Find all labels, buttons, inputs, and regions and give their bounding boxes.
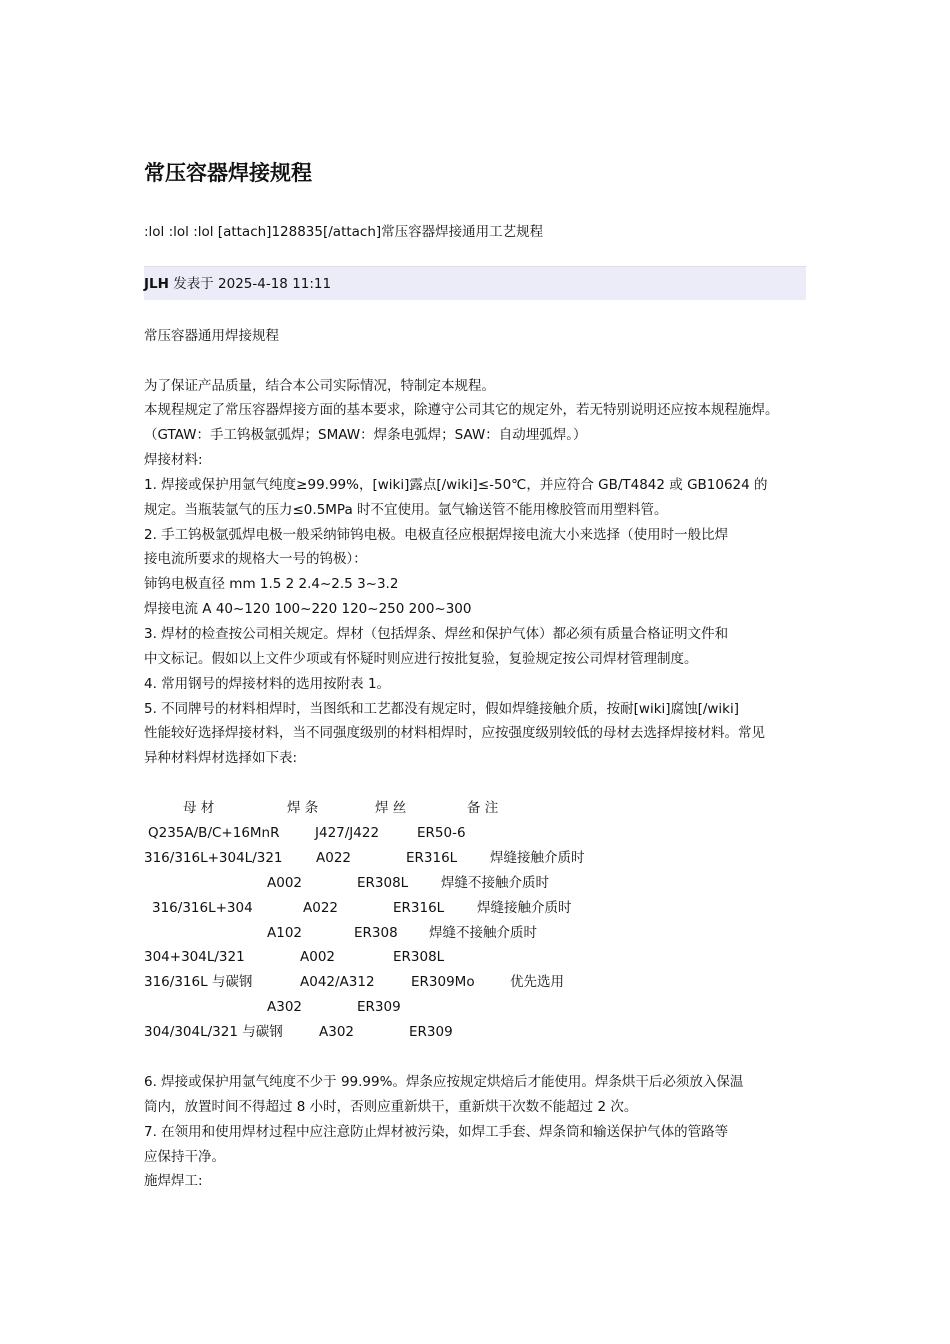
body-line: 施焊焊工: [144, 1173, 203, 1189]
cell-base-material: 316/316L 与碳钢 [144, 974, 253, 990]
body-line: 应保持干净。 [144, 1149, 225, 1165]
header-electrode: 焊 条 [287, 800, 319, 816]
cell-wire: ER308L [393, 949, 445, 965]
body-line: 焊接材料: [144, 452, 203, 468]
cell-electrode: A102 [267, 925, 303, 941]
cell-remark: 优先选用 [510, 974, 564, 990]
page-title: 常压容器焊接规程 [144, 161, 312, 185]
cell-base-material: 304+304L/321 [144, 949, 245, 965]
cell-base-material: 304/304L/321 与碳钢 [144, 1024, 283, 1040]
cell-electrode: A002 [300, 949, 336, 965]
body-line: 2. 手工钨极氩弧焊电极一般采纳铈钨电极。电极直径应根据焊接电流大小来选择（使用时一般比焊 [144, 527, 729, 543]
body-line: 7. 在领用和使用焊材过程中应注意防止焊材被污染，如焊工手套、焊条筒和输送保护气体的管路等 [144, 1124, 729, 1140]
cell-wire: ER308 [354, 925, 398, 941]
cell-electrode: A302 [267, 999, 303, 1015]
cell-wire: ER316L [393, 900, 445, 916]
cell-remark: 焊缝不接触介质时 [429, 925, 537, 941]
body-line: 4. 常用钢号的焊接材料的选用按附表 1。 [144, 676, 391, 692]
body-line: 焊接电流 A 40~120 100~220 120~250 200~300 [144, 601, 472, 617]
header-remark: 备 注 [467, 800, 499, 816]
post-datetime: 2025-4-18 11:11 [218, 276, 332, 292]
body-line: 常压容器通用焊接规程 [144, 328, 279, 344]
body-line: 异种材料焊材选择如下表: [144, 750, 298, 766]
cell-wire: ER309 [357, 999, 401, 1015]
cell-electrode: A302 [319, 1024, 355, 1040]
cell-wire: ER50-6 [417, 825, 466, 841]
body-line: 5. 不同牌号的材料相焊时，当图纸和工艺都没有规定时，假如焊缝接触介质，按耐[wiki]腐蚀[/wiki] [144, 701, 740, 717]
header-wire: 焊 丝 [375, 800, 407, 816]
body-line: 1. 焊接或保护用氩气纯度≥99.99%，[wiki]露点[/wiki]≤-50℃，并应符合 GB/T4842 或 GB10624 的 [144, 477, 768, 493]
cell-wire: ER309 [409, 1024, 453, 1040]
cell-electrode: J427/J422 [315, 825, 380, 841]
post-meta [144, 273, 331, 295]
body-line: （GTAW：手工钨极氩弧焊；SMAW：焊条电弧焊；SAW：自动埋弧焊。） [144, 427, 587, 443]
post-author[interactable]: JLH [144, 276, 169, 292]
body-line: 本规程规定了常压容器焊接方面的基本要求，除遵守公司其它的规定外，若无特别说明还应按本规程施焊。 [144, 402, 779, 418]
body-line: 为了保证产品质量，结合本公司实际情况，特制定本规程。 [144, 378, 495, 394]
body-line: 规定。当瓶装氩气的压力≤0.5MPa 时不宜使用。氩气输送管不能用橡胶管而用塑料管。 [144, 502, 668, 518]
cell-remark: 焊缝不接触介质时 [441, 875, 549, 891]
body-line: 铈钨电极直径 mm 1.5 2 2.4~2.5 3~3.2 [144, 576, 399, 592]
cell-wire: ER308L [357, 875, 409, 891]
cell-wire: ER316L [406, 850, 458, 866]
body-line: 中文标记。假如以上文件少项或有怀疑时则应进行按批复验，复验规定按公司焊材管理制度。 [144, 651, 698, 667]
cell-base-material: 316/316L+304 [152, 900, 253, 916]
cell-remark: 焊缝接触介质时 [477, 900, 572, 916]
cell-base-material: Q235A/B/C+16MnR [148, 825, 280, 841]
cell-electrode: A022 [303, 900, 339, 916]
cell-electrode: A002 [267, 875, 303, 891]
cell-remark: 焊缝接触介质时 [490, 850, 585, 866]
cell-electrode: A022 [316, 850, 352, 866]
cell-wire: ER309Mo [411, 974, 475, 990]
body-line: 筒内，放置时间不得超过 8 小时，否则应重新烘干，重新烘干次数不能超过 2 次。 [144, 1099, 638, 1115]
post-meta-bar [144, 266, 806, 300]
body-line: 6. 焊接或保护用氩气纯度不少于 99.99%。焊条应按规定烘焙后才能使用。焊条烘干后必须放入保温 [144, 1074, 744, 1090]
body-line: 3. 焊材的检查按公司相关规定。焊材（包括焊条、焊丝和保护气体）都必须有质量合格证明文件和 [144, 626, 729, 642]
posted-prefix: 发表于 [173, 276, 214, 292]
intro-text: :lol :lol :lol [attach]128835[/attach]常压容器焊接通用工艺规程 [144, 224, 544, 240]
body-line: 性能较好选择焊接材料，当不同强度级别的材料相焊时，应按强度级别较低的母材去选择焊接材料。常见 [144, 725, 765, 741]
cell-base-material: 316/316L+304L/321 [144, 850, 283, 866]
cell-electrode: A042/A312 [300, 974, 375, 990]
body-line: 接电流所要求的规格大一号的钨极）： [144, 551, 367, 567]
header-base-material: 母 材 [183, 800, 215, 816]
